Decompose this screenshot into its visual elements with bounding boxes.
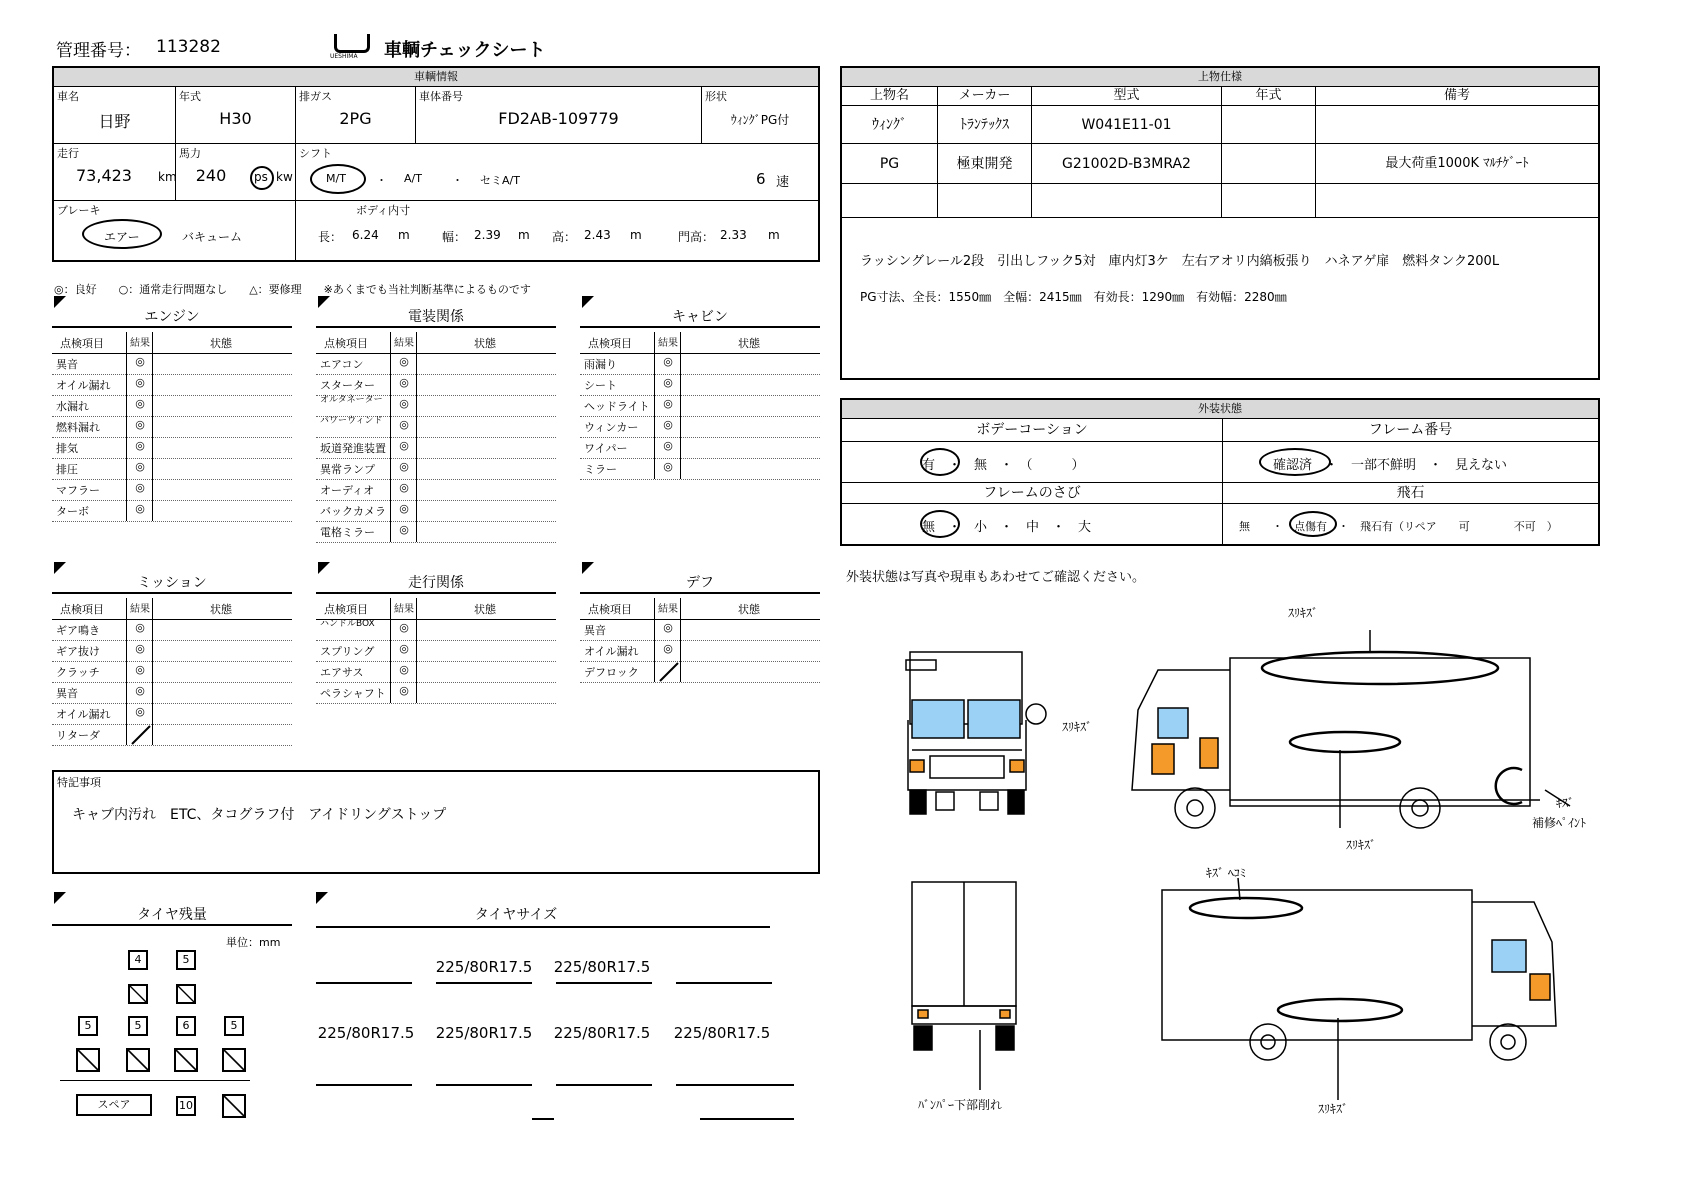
truck-other-side-view-drawing — [1162, 878, 1556, 1100]
exterior-title: 外装状態 — [842, 400, 1598, 419]
tire-spare-mark — [222, 1094, 246, 1118]
ps-selected-oval — [250, 166, 274, 190]
electric-rule — [316, 326, 556, 328]
upper-header-3: 年式 — [1222, 87, 1316, 106]
upper-note-1: ラッシングレール2段 引出しフック5対 庫内灯3ケ 左右アオリ内縞板張り ハネアゲ扉 燃料タンク200L — [860, 254, 1500, 269]
table-row: ワイパー ◎ — [580, 437, 820, 459]
tire-size-front-left: 225/80R17.5 — [435, 958, 533, 976]
brake-cell: ブレーキ エアー バキューム — [54, 201, 296, 260]
table-row: 水漏れ ◎ — [52, 395, 292, 417]
tire-rear-3-mark — [174, 1048, 198, 1072]
mission-title: ミッション — [137, 575, 207, 591]
tire-remain-rule — [52, 924, 292, 926]
annotation-repair-paint: 補修ﾍﾟｲﾝﾄ — [1532, 816, 1587, 830]
tire-size-rear-4: 225/80R17.5 — [673, 1024, 771, 1042]
shape: ｳｨﾝｸﾞPG付 — [730, 113, 790, 127]
special-notes-box — [52, 770, 820, 874]
spare-label: スペア — [76, 1094, 152, 1116]
diff-title: デフ — [686, 575, 714, 591]
car-name-cell: 車名 日野 — [54, 87, 176, 144]
table-row: オイル漏れ ◎ — [580, 640, 820, 662]
tire-line — [676, 982, 772, 984]
rust-options: 無 ・ 小 ・ 中 ・ 大 — [922, 520, 1092, 535]
table-row: リターダ — [52, 724, 292, 746]
frame-number-title: フレーム番号 — [1223, 419, 1598, 442]
upper-header-4: 備考 — [1316, 87, 1598, 106]
upper-cell: PG — [842, 144, 938, 184]
upper-spec-title: 上物仕様 — [842, 68, 1598, 87]
body-dimension-cell: ボディ内寸 長： 6.24 m 幅： 2.39 m 高： 2.43 m 門高： 2.33 m — [318, 204, 780, 244]
tire-rear-4-mark — [222, 1048, 246, 1072]
table-row: バックカメラ ◎ — [316, 500, 556, 522]
frame-number-selected-oval — [1259, 448, 1331, 476]
tire-size-rear-3: 225/80R17.5 — [553, 1024, 651, 1042]
upper-cell: 極東開発 — [938, 144, 1032, 184]
tire-rear-2-mark — [126, 1048, 150, 1072]
vehicle-info-title: 車輌情報 — [54, 68, 818, 87]
table-row: オーディオ ◎ — [316, 479, 556, 501]
tire-size-marker — [316, 892, 328, 904]
exterior-note: 外装状態は写真や現車もあわせてご確認ください。 — [846, 570, 1146, 585]
table-header: 点検項目 結果 状態 — [580, 332, 820, 354]
upper-header-0: 上物名 — [842, 87, 938, 106]
mgmt-number: 113282 — [156, 37, 221, 57]
emission-cell: 排ガス 2PG — [296, 87, 416, 144]
annotation-scratch-left: ｽﾘｷｽﾞ — [1318, 1102, 1349, 1116]
table-row: 異常ランプ ◎ — [316, 458, 556, 480]
upper-cell — [842, 184, 938, 218]
rust-title: フレームのさび — [842, 483, 1223, 504]
tire-rear-4: 5 — [224, 1016, 244, 1036]
upper-spec-box — [840, 66, 1600, 380]
car-year-cell: 年式 H30 — [176, 87, 296, 144]
shift-cell: シフト M/T ・ A/T ・ セミA/T 6 速 — [296, 144, 818, 201]
table-header: 点検項目 結果 状態 — [316, 598, 556, 620]
table-row: ヘッドライト ◎ — [580, 395, 820, 417]
tire-front-right-mark — [176, 984, 196, 1004]
frame-number-cell — [1223, 442, 1598, 483]
table-header: 点検項目 結果 状態 — [316, 332, 556, 354]
diff-rule — [580, 592, 820, 594]
tire-rear-3: 6 — [176, 1016, 196, 1036]
electric-title: 電装関係 — [408, 309, 464, 325]
tire-size-rear-2: 225/80R17.5 — [435, 1024, 533, 1042]
upper-cell — [1222, 184, 1316, 218]
stone-chip-cell — [1223, 504, 1598, 544]
running-title: 走行関係 — [408, 575, 464, 591]
table-row: パワーウィンド ◎ — [316, 416, 556, 438]
table-row: 坂道発進装置 ◎ — [316, 437, 556, 459]
annotation-scratch-mirror: ｽﾘｷｽﾞ — [1062, 720, 1093, 734]
tire-remain-title: タイヤ残量 — [137, 907, 207, 923]
body-length: 6.24 — [352, 228, 379, 242]
air-brake-selected-oval — [82, 219, 162, 249]
table-row: デフロック — [580, 661, 820, 683]
annotation-scratch-top: ｽﾘｷｽﾞ — [1288, 606, 1319, 620]
coating-options: 有 ・ 無 ・ （ ） — [922, 458, 1085, 473]
table-row: エアサス ◎ — [316, 661, 556, 683]
table-row: 異音 ◎ — [580, 619, 820, 641]
mgmt-label: 管理番号： — [56, 41, 141, 61]
rust-selected-oval — [920, 510, 960, 538]
tire-line — [436, 982, 532, 984]
upper-cell: W041E11-01 — [1032, 106, 1222, 144]
tire-rear-2: 5 — [128, 1016, 148, 1036]
tire-rear-1: 5 — [78, 1016, 98, 1036]
tire-unit: 単位：mm — [226, 936, 281, 949]
table-row: ギア鳴き ◎ — [52, 619, 292, 641]
tire-rear-1-mark — [76, 1048, 100, 1072]
table-row: オイル漏れ ◎ — [52, 374, 292, 396]
coating-cell — [842, 442, 1223, 483]
rust-cell — [842, 504, 1223, 544]
table-row: シート ◎ — [580, 374, 820, 396]
table-row: ウィンカー ◎ — [580, 416, 820, 438]
table-row: オイル漏れ ◎ — [52, 703, 292, 725]
tire-size-title: タイヤサイズ — [474, 907, 558, 923]
upper-cell — [1032, 184, 1222, 218]
table-row: ハンドルBOX ◎ — [316, 619, 556, 641]
cabin-rule — [580, 326, 820, 328]
annotation-scratch-side: ｽﾘｷｽﾞ — [1346, 838, 1377, 852]
table-row: ペラシャフト ◎ — [316, 682, 556, 704]
table-row: 異音 ◎ — [52, 682, 292, 704]
upper-header-2: 型式 — [1032, 87, 1222, 106]
tire-line — [556, 982, 652, 984]
tire-line — [700, 1118, 794, 1120]
table-row: 排圧 ◎ — [52, 458, 292, 480]
truck-rear-view-drawing — [912, 882, 1016, 1090]
tire-line — [316, 1084, 412, 1086]
table-header: 点検項目 結果 状態 — [52, 598, 292, 620]
horsepower-cell: 馬力 240 ps kw — [176, 144, 296, 201]
annotation-bumper-scrape: ﾊﾞﾝﾊﾟｰ下部削れ — [918, 1098, 1003, 1112]
table-row: ターボ ◎ — [52, 500, 292, 522]
tire-size-rule — [316, 926, 770, 928]
tire-front-left: 4 — [128, 950, 148, 970]
table-row: スプリング ◎ — [316, 640, 556, 662]
table-row: 異音 ◎ — [52, 353, 292, 375]
upper-cell: ﾄﾗﾝﾃｯｸｽ — [938, 106, 1032, 144]
table-row: 雨漏り ◎ — [580, 353, 820, 375]
coating-selected-oval — [920, 448, 960, 476]
mt-selected-oval — [310, 164, 366, 194]
exterior-box — [840, 398, 1600, 546]
upper-cell: ｳｨﾝｸﾞ — [842, 106, 938, 144]
chassis-cell: 車体番号 FD2AB-109779 — [416, 87, 702, 144]
stone-chip-title: 飛石 — [1223, 483, 1598, 504]
tire-remain-marker — [54, 892, 66, 904]
engine-title: エンジン — [144, 309, 200, 325]
special-notes-title: 特記事項 — [57, 776, 101, 789]
tire-line — [316, 982, 412, 984]
upper-header-1: メーカー — [938, 87, 1032, 106]
body-width: 2.39 — [474, 228, 501, 242]
door-height: 2.33 — [720, 228, 747, 242]
tire-line — [556, 1084, 652, 1086]
table-row: オルタネーター ◎ — [316, 395, 556, 417]
engine-rule — [52, 326, 292, 328]
car-year: H30 — [219, 109, 252, 128]
tire-front-left-mark — [128, 984, 148, 1004]
upper-cell — [1316, 184, 1598, 218]
car-name: 日野 — [98, 112, 131, 131]
frame-number-options: 確認済 ・ 一部不鮮明 ・ 見えない — [1273, 458, 1508, 473]
special-notes-text: キャブ内汚れ ETC、タコグラフ付 アイドリングストップ — [72, 807, 447, 823]
chassis-number: FD2AB-109779 — [498, 109, 619, 128]
table-row: マフラー ◎ — [52, 479, 292, 501]
tire-spare: 10 — [176, 1096, 196, 1116]
tire-line — [676, 1084, 794, 1086]
annotation-scratch-dent: ｷｽﾞ ﾍｺﾐ — [1206, 866, 1246, 880]
vehicle-info-box — [52, 66, 820, 262]
mission-rule — [52, 592, 292, 594]
table-row: ミラー ◎ — [580, 458, 820, 480]
table-row: 燃料漏れ ◎ — [52, 416, 292, 438]
annotation-scratch-rear: ｷｽﾞ — [1556, 796, 1575, 810]
stone-chip-selected-oval — [1289, 511, 1337, 537]
table-row: クラッチ ◎ — [52, 661, 292, 683]
upper-cell — [1316, 106, 1598, 144]
tire-line — [436, 1084, 532, 1086]
tire-line — [532, 1118, 554, 1120]
upper-cell — [938, 184, 1032, 218]
mileage-cell: 走行 73,423 km — [54, 144, 176, 201]
legend: ◎：良好 ○：通常走行問題なし △：要修理 ※あくまでも当社判断基準によるものです — [54, 283, 531, 296]
page-title: 車輌チェックシート — [384, 40, 546, 61]
upper-cell: G21002D-B3MRA2 — [1032, 144, 1222, 184]
coating-title: ボデーコーション — [842, 419, 1223, 442]
body-height: 2.43 — [584, 228, 611, 242]
tire-front-right: 5 — [176, 950, 196, 970]
truck-side-view-drawing — [1132, 630, 1570, 828]
stone-chip-options: 無 ・ 点傷有 ・ 飛石有（リペア 可 不可 ） — [1239, 520, 1558, 533]
table-header: 点検項目 結果 状態 — [52, 332, 292, 354]
upper-cell — [1222, 106, 1316, 144]
tire-size-front-right: 225/80R17.5 — [553, 958, 651, 976]
mileage: 73,423 — [76, 166, 132, 185]
running-rule — [316, 592, 556, 594]
table-row: 排気 ◎ — [52, 437, 292, 459]
shape-cell: 形状 ｳｨﾝｸﾞPG付 — [702, 87, 818, 144]
cabin-title: キャビン — [672, 309, 728, 325]
upper-note-2: PG寸法、全長：1550㎜ 全幅：2415㎜ 有効長：1290㎜ 有効幅：2280㎜ — [860, 290, 1287, 304]
table-row: エアコン ◎ — [316, 353, 556, 375]
company-logo: UESHIMA — [330, 34, 370, 62]
table-row: 電格ミラー ◎ — [316, 521, 556, 543]
table-row: ギア抜け ◎ — [52, 640, 292, 662]
table-row: スターター ◎ — [316, 374, 556, 396]
emission: 2PG — [339, 109, 372, 128]
truck-front-view-drawing — [906, 652, 1046, 814]
upper-cell: 最大荷重1000K ﾏﾙﾁｹﾞｰﾄ — [1316, 144, 1598, 184]
tire-size-rear-1: 225/80R17.5 — [317, 1024, 415, 1042]
table-header: 点検項目 結果 状態 — [580, 598, 820, 620]
horsepower: 240 — [195, 166, 227, 185]
upper-cell — [1222, 144, 1316, 184]
spare-rule — [60, 1080, 250, 1081]
